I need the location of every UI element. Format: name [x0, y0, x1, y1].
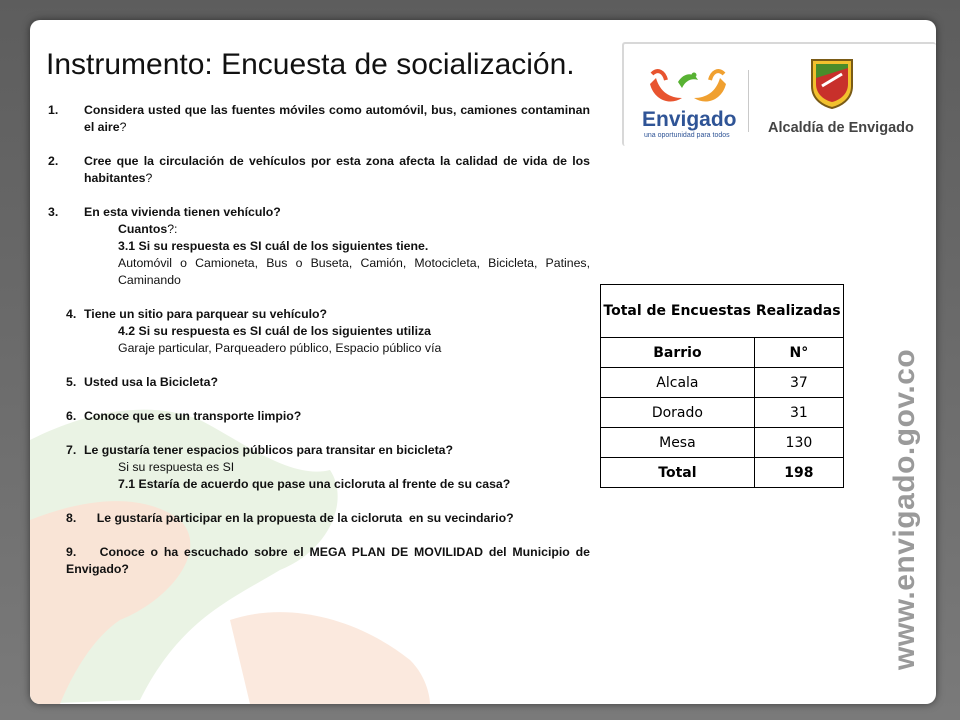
- question-5: [66, 374, 590, 391]
- logo-box: [622, 42, 936, 146]
- question-4-2: 4.2 Si su respuesta es SI cuál de los siguientes utiliza: [118, 324, 432, 338]
- column-header-barrio: Barrio: [601, 338, 755, 368]
- column-header-n: N°: [754, 338, 843, 368]
- question-1: [48, 102, 590, 136]
- table-row: [601, 398, 844, 428]
- question-number: 7.: [66, 443, 77, 457]
- question-3-1: 3.1 Si su respuesta es SI cuál de los siguientes tiene.: [118, 239, 429, 253]
- question-4: [66, 306, 590, 323]
- question-3-cuantos: Cuantos?:: [118, 222, 178, 236]
- survey-totals-table: [600, 284, 844, 488]
- table-row: [601, 428, 844, 458]
- question-text: Tiene un sitio para parquear su vehículo?: [84, 307, 328, 321]
- question-number: 3.: [48, 205, 59, 219]
- question-number: 6.: [66, 409, 77, 423]
- question-text: Le gustaría tener espacios públicos para transitar en bicicleta?: [84, 443, 454, 457]
- brand-name: Envigado: [642, 108, 737, 131]
- question-number: 5.: [66, 375, 77, 389]
- question-8: 8. Le gustaría participar en la propuesta de la cicloruta en su vecindario?: [66, 511, 514, 525]
- question-text: Cree que la circulación de vehículos por esta zona afecta la calidad de vida de los habitantes: [84, 154, 590, 185]
- question-number: 2.: [48, 154, 59, 168]
- question-3-1-options: Automóvil o Camioneta, Bus o Buseta, Camión, Motocicleta, Bicicleta, Patines, Caminando: [118, 256, 590, 287]
- cell-n: 31: [754, 398, 843, 428]
- cell-barrio: Alcala: [601, 368, 755, 398]
- envigado-logo-icon: [648, 64, 728, 108]
- survey-questions: [48, 102, 594, 578]
- total-label: Total: [601, 458, 755, 488]
- cell-barrio: Mesa: [601, 428, 755, 458]
- table-row: [601, 368, 844, 398]
- cell-n: 37: [754, 368, 843, 398]
- total-value: 198: [754, 458, 843, 488]
- logo-divider: [748, 70, 749, 132]
- question-mark: ?: [119, 120, 127, 134]
- website-url: www.envigado.gov.co: [888, 348, 921, 670]
- question-4-2-options: Garaje particular, Parqueadero público, Espacio público vía: [118, 341, 442, 355]
- question-6: [66, 408, 590, 425]
- question-3: [48, 204, 590, 221]
- question-text: En esta vivienda tienen vehículo?: [84, 205, 281, 219]
- table-caption: Total de Encuestas Realizadas: [601, 285, 844, 338]
- question-2: [48, 153, 590, 187]
- question-7-si: Si su respuesta es SI: [118, 460, 235, 474]
- brand-tagline: una oportunidad para todos: [644, 132, 730, 139]
- page-title: Instrumento: Encuesta de socialización.: [46, 48, 575, 81]
- question-9: 9. Conoce o ha escuchado sobre el MEGA PLAN DE MOVILIDAD del Municipio de Envigado?: [66, 545, 594, 576]
- question-7: [66, 442, 590, 459]
- question-text: Usted usa la Bicicleta?: [84, 375, 218, 389]
- question-text: Conoce que es un transporte limpio?: [84, 409, 302, 423]
- coat-of-arms-icon: [810, 58, 854, 110]
- alcaldia-name: Alcaldía de Envigado: [768, 120, 914, 136]
- question-mark: ?: [145, 171, 153, 185]
- table-total-row: [601, 458, 844, 488]
- slide-panel: [30, 20, 936, 704]
- question-number: 1.: [48, 103, 59, 117]
- question-text: Considera usted que las fuentes móviles como automóvil, bus, camiones contaminan el aire: [84, 103, 590, 134]
- question-number: 4.: [66, 307, 77, 321]
- question-7-1: 7.1 Estaría de acuerdo que pase una cicloruta al frente de su casa?: [118, 477, 511, 491]
- cell-n: 130: [754, 428, 843, 458]
- cell-barrio: Dorado: [601, 398, 755, 428]
